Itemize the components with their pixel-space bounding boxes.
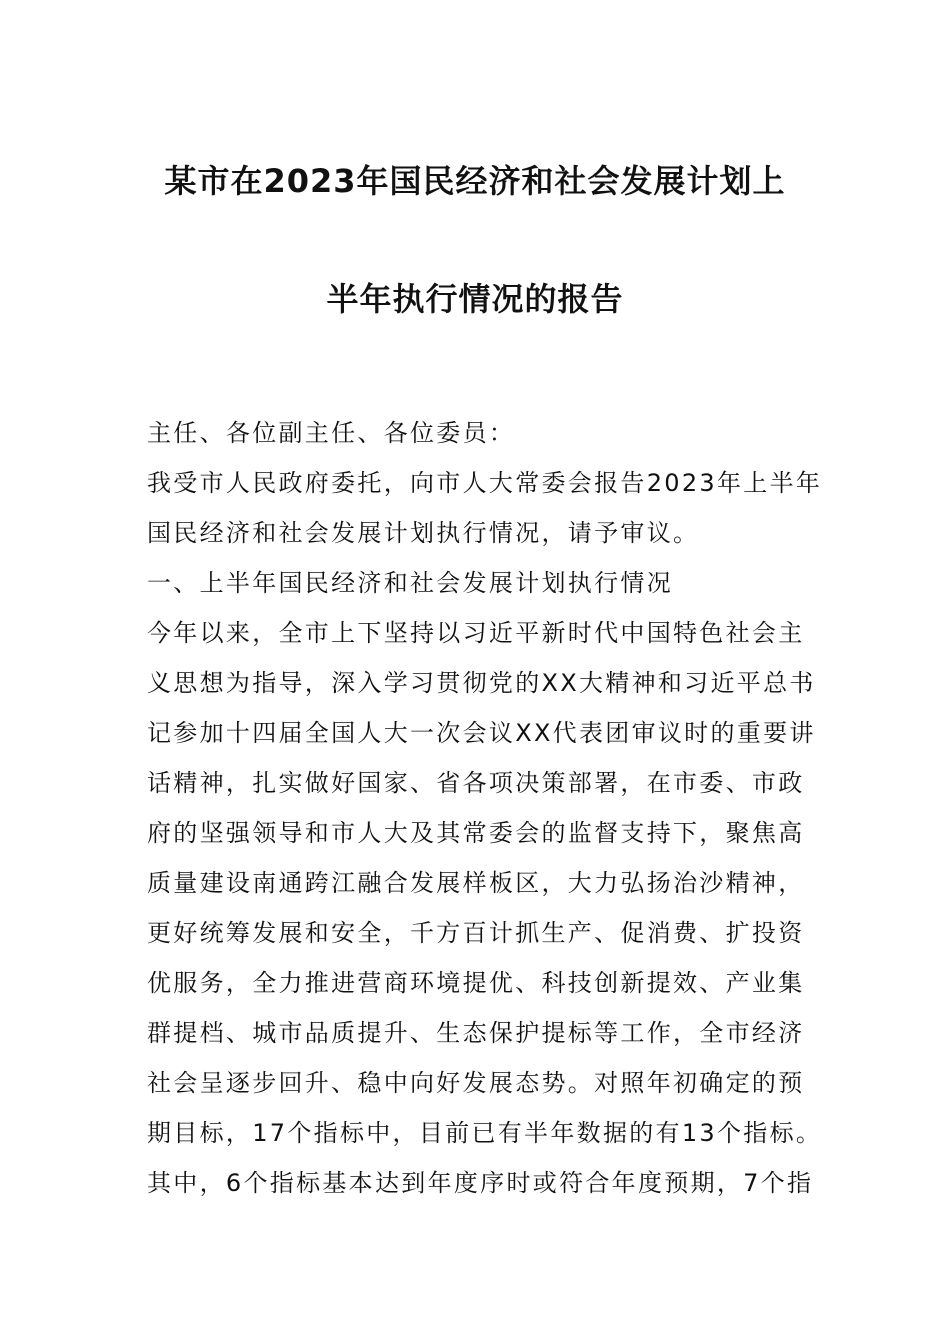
body-line: 府的坚强领导和市人大及其常委会的监督支持下，聚焦高: [147, 819, 805, 847]
body-line: 今年以来，全市上下坚持以习近平新时代中国特色社会主: [147, 619, 805, 647]
body-line: 期目标，17个指标中，目前已有半年数据的有13个指标。: [147, 1119, 823, 1147]
body-line: 话精神，扎实做好国家、省各项决策部署，在市委、市政: [147, 769, 805, 797]
body-line: 群提档、城市品质提升、生态保护提标等工作，全市经济: [147, 1019, 805, 1047]
body-line: 其中，6个指标基本达到年度序时或符合年度预期，7个指: [147, 1169, 814, 1197]
salutation-line: 主任、各位副主任、各位委员：: [147, 419, 516, 447]
body-line: 我受市人民政府委托，向市人大常委会报告2023年上半年: [147, 469, 823, 497]
document-title-line-2: 半年执行情况的报告: [326, 280, 624, 318]
body-line: 记参加十四届全国人大一次会议XX代表团审议时的重要讲: [147, 719, 816, 747]
body-line: 社会呈逐步回升、稳中向好发展态势。对照年初确定的预: [147, 1069, 805, 1097]
document-body: [147, 408, 823, 1208]
body-line: 质量建设南通跨江融合发展样板区，大力弘扬治沙精神，: [147, 869, 805, 897]
section-heading-line: 一、上半年国民经济和社会发展计划执行情况: [147, 569, 673, 597]
body-line: 义思想为指导，深入学习贯彻党的XX大精神和习近平总书: [147, 669, 816, 697]
body-line: 优服务，全力推进营商环境提优、科技创新提效、产业集: [147, 969, 805, 997]
document-title-line-1: 某市在2023年国民经济和社会发展计划上: [164, 162, 786, 200]
body-line: 更好统筹发展和安全，千方百计抓生产、促消费、扩投资: [147, 919, 805, 947]
body-line: 国民经济和社会发展计划执行情况，请予审议。: [147, 519, 700, 547]
